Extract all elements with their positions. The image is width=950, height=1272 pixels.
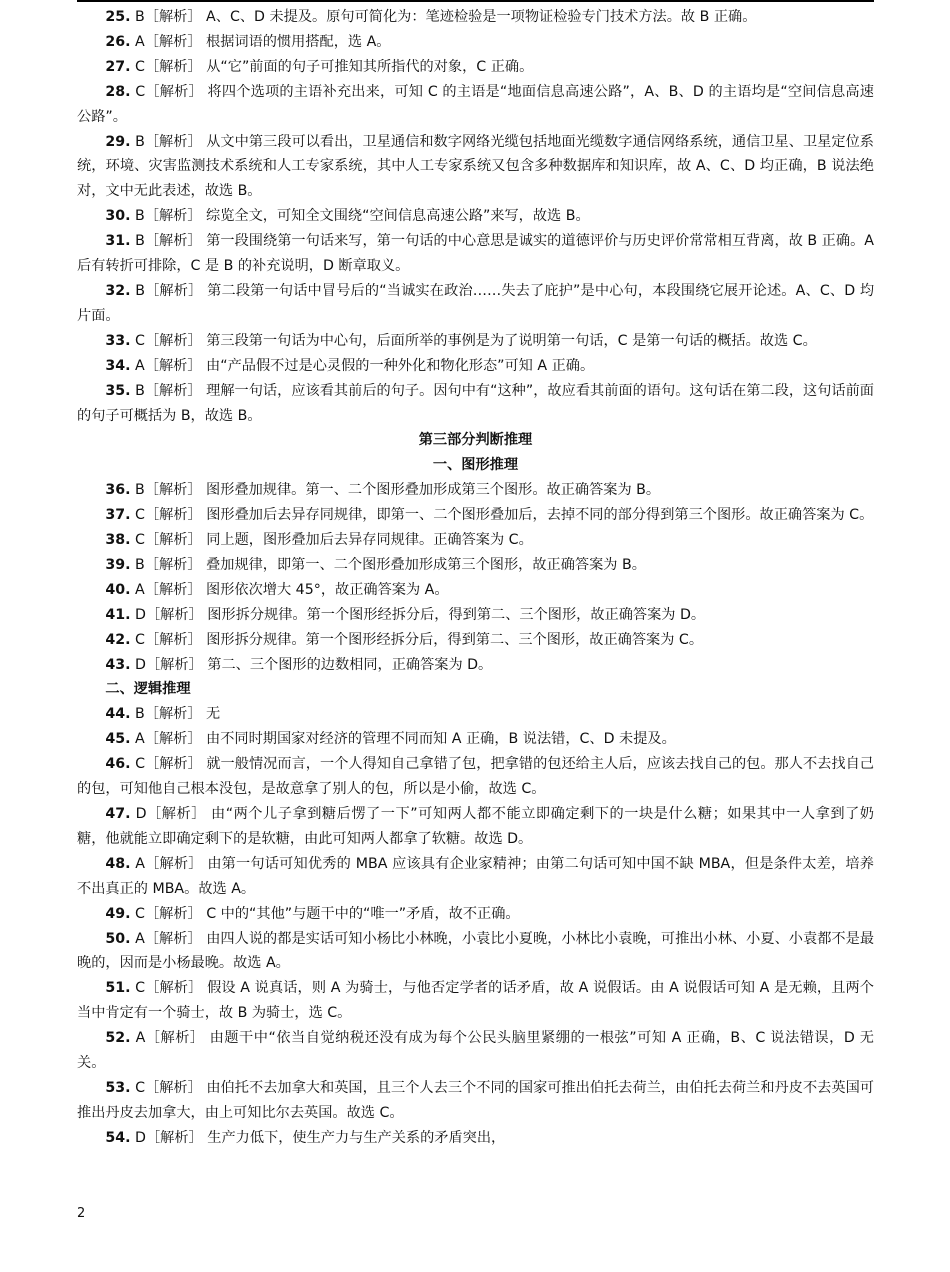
answer-explanation: 根据词语的惯用搭配，选 A。 (206, 33, 391, 50)
answer-number: 30. (105, 208, 131, 225)
answer-number: 32. (105, 282, 131, 299)
answer-number: 29. (105, 133, 131, 150)
answer-key: B［解析］ (135, 208, 202, 225)
answer-item (77, 1126, 874, 1151)
answer-number: 53. (105, 1079, 131, 1096)
answer-group-25-35 (77, 5, 874, 428)
answer-explanation: 同上题，图形叠加后去异存同规律。正确答案为 C。 (206, 532, 533, 549)
answer-explanation: 综览全文，可知全文围绕“空间信息高速公路”来写，故选 B。 (206, 208, 590, 225)
answer-explanation: 由“两个儿子拿到糖后愣了一下”可知两人都不能立即确定剩下的一块是什么糖；如果其中一人拿到了奶糖，他就能立即确定剩下的是软糖，由此可知两人都拿了软糖。故选 D。 (77, 806, 874, 847)
answer-explanation: 第三段第一句话为中心句，后面所举的事例是为了说明第一句话，C 是第一句话的概括。故选 C。 (206, 332, 817, 349)
answer-item (77, 354, 874, 379)
answer-item (77, 628, 874, 653)
answer-number: 49. (105, 905, 131, 922)
answer-key: D［解析］ (135, 1129, 203, 1146)
answer-item (77, 528, 874, 553)
answer-number: 47. (105, 806, 131, 822)
answer-key: C［解析］ (135, 631, 202, 648)
answer-number: 45. (105, 731, 131, 748)
header-rule (77, 0, 874, 2)
answer-item (77, 1026, 874, 1076)
answer-group-36-43 (77, 478, 874, 677)
answer-number: 48. (105, 855, 131, 872)
answer-number: 27. (105, 58, 131, 75)
answer-key: D［解析］ (135, 656, 203, 673)
answer-number: 31. (105, 233, 131, 250)
answer-explanation: 第二、三个图形的边数相同，正确答案为 D。 (207, 656, 493, 673)
answer-number: 33. (105, 332, 131, 349)
answer-item (77, 852, 874, 902)
answer-key: B［解析］ (135, 9, 202, 25)
answer-explanation: 假设 A 说真话，则 A 为骑士，与他否定学者的话矛盾，故 A 说假话。由 A 说假话可知 A 是无赖，且两个当中肯定有一个骑士，故 B 为骑士，选 C。 (77, 980, 874, 1022)
answer-number: 39. (105, 556, 131, 573)
answer-item (77, 80, 874, 130)
answer-item (77, 379, 874, 429)
answer-key: C［解析］ (135, 756, 202, 773)
answer-explanation: 理解一句话，应该看其前后的句子。因句中有“这种”，故应看其前面的语句。这句话在第二段，这句话前面的句子可概括为 B，故选 B。 (77, 382, 874, 424)
answer-key: D［解析］ (135, 606, 203, 623)
answer-explanation: 图形叠加后去异存同规律，即第一、二个图形叠加后，去掉不同的部分得到第三个图形。故正确答案为 C。 (206, 507, 874, 524)
answer-number: 51. (105, 980, 131, 997)
answer-explanation: 将四个选项的主语补充出来，可知 C 的主语是“地面信息高速公路”，A、B、D 的主语均是“空间信息高速公路”。 (77, 83, 874, 125)
answer-key: B［解析］ (135, 282, 203, 299)
answer-key: C［解析］ (135, 905, 202, 922)
answer-key: C［解析］ (135, 1079, 202, 1096)
answer-number: 28. (105, 83, 131, 100)
answer-number: 35. (105, 382, 131, 399)
answer-key: B［解析］ (135, 482, 202, 499)
answer-explanation: 第二段第一句话中冒号后的“当诚实在政治……失去了庇护”是中心句，本段围绕它展开论述。A、C、D 均片面。 (77, 282, 875, 324)
answer-key: B［解析］ (135, 556, 202, 573)
answer-key: B［解析］ (135, 233, 202, 250)
answer-explanation: 图形拆分规律。第一个图形经拆分后，得到第二、三个图形，故正确答案为 C。 (206, 631, 704, 648)
answer-key: C［解析］ (135, 980, 203, 997)
answer-item (77, 976, 874, 1026)
answer-item (77, 902, 874, 927)
part3-title: 第三部分判断推理 (418, 432, 533, 449)
answer-key: A［解析］ (135, 855, 203, 872)
answer-explanation: 由第一句话可知优秀的 MBA 应该具有企业家精神；由第二句话可知中国不缺 MBA，但是条件太差，培养不出真正的 MBA。故选 A。 (77, 855, 874, 897)
answer-item (77, 1076, 874, 1126)
answer-key: B［解析］ (135, 382, 202, 399)
answer-number: 40. (105, 581, 131, 598)
document-body (77, 5, 874, 1151)
answer-item (77, 229, 874, 279)
answer-number: 43. (105, 656, 131, 673)
answer-number: 46. (105, 756, 131, 773)
answer-explanation: 由伯托不去加拿大和英国，且三个人去三个不同的国家可推出伯托去荷兰，由伯托去荷兰和丹皮不去英国可推出丹皮去加拿大，由上可知比尔去英国。故选 C。 (77, 1079, 874, 1121)
answer-number: 36. (105, 482, 131, 499)
answer-explanation: 生产力低下，使生产力与生产关系的矛盾突出， (207, 1129, 506, 1146)
answer-key: D［解析］ (135, 806, 206, 822)
answer-explanation: 从文中第三段可以看出，卫星通信和数字网络光缆包括地面光缆数字通信网络系统，通信卫星、卫星定位系统，环境、灾害监测技术系统和人工专家系统，其中人工专家系统又包含多种数据库和知识库，故 A、C、D 均正确，B 说法绝对，文中无此表述，故选 B。 (77, 133, 874, 200)
answer-key: C［解析］ (135, 332, 202, 349)
answer-number: 34. (105, 357, 131, 374)
answer-item (77, 702, 874, 727)
answer-explanation: 第一段围绕第一句话来写，第一句话的中心意思是诚实的道德评价与历史评价常常相互背离，故 B 正确。A 后有转折可排除，C 是 B 的补充说明，D 断章取义。 (77, 233, 874, 275)
answer-key: C［解析］ (135, 532, 202, 549)
answer-item (77, 927, 874, 977)
answer-item (77, 802, 874, 852)
answer-item (77, 478, 874, 503)
answer-item (77, 603, 874, 628)
answer-explanation: 由“产品假不过是心灵假的一种外化和物化形态”可知 A 正确。 (206, 357, 595, 374)
answer-item (77, 30, 874, 55)
answer-explanation: 从“它”前面的句子可推知其所指代的对象，C 正确。 (206, 58, 534, 75)
answer-key: A［解析］ (135, 33, 202, 50)
answer-explanation: 图形依次增大 45°，故正确答案为 A。 (206, 581, 449, 598)
answer-key: A［解析］ (135, 930, 202, 947)
answer-item (77, 503, 874, 528)
answer-item (77, 578, 874, 603)
answer-item (77, 130, 874, 205)
answer-key: B［解析］ (135, 706, 202, 723)
answer-item (77, 553, 874, 578)
answer-number: 54. (105, 1129, 131, 1146)
answer-number: 26. (105, 33, 131, 50)
answer-key: C［解析］ (135, 58, 202, 75)
answer-item (77, 752, 874, 802)
answer-group-44-54 (77, 702, 874, 1150)
answer-item (77, 653, 874, 678)
answer-key: C［解析］ (135, 83, 203, 100)
answer-explanation: 由题干中“依当自觉纳税还没有成为每个公民头脑里紧绷的一根弦”可知 A 正确，B、C 说法错误，D 无关。 (77, 1030, 874, 1072)
answer-number: 25. (105, 9, 131, 25)
answer-number: 42. (105, 631, 131, 648)
answer-number: 50. (105, 930, 131, 947)
answer-item (77, 279, 874, 329)
answer-item (77, 5, 874, 30)
answer-number: 38. (105, 532, 131, 549)
answer-explanation: 无 (206, 706, 221, 723)
answer-item (77, 55, 874, 80)
section2-title: 二、逻辑推理 (105, 681, 191, 698)
answer-explanation: A、C、D 未提及。原句可简化为：笔迹检验是一项物证检验专门技术方法。故 B 正确。 (206, 9, 757, 25)
page-number: 2 (77, 1206, 86, 1221)
answer-explanation: 就一般情况而言，一个人得知自己拿错了包，把拿错的包还给主人后，应该去找自己的包。那人不去找自己的包，可知他自己根本没包，是故意拿了别人的包，所以是小偷，故选 C。 (77, 756, 874, 798)
answer-key: A［解析］ (135, 581, 202, 598)
answer-number: 41. (105, 606, 131, 623)
answer-explanation: 由四人说的都是实话可知小杨比小林晚，小袁比小夏晚，小林比小袁晚，可推出小林、小夏、小袁都不是最晚的，因而是小杨最晚。故选 A。 (77, 930, 875, 972)
answer-explanation: 图形叠加规律。第一、二个图形叠加形成第三个图形。故正确答案为 B。 (206, 482, 661, 499)
answer-explanation: C 中的“其他”与题干中的“唯一”矛盾，故不正确。 (206, 905, 520, 922)
answer-key: A［解析］ (135, 731, 202, 748)
answer-explanation: 叠加规律，即第一、二个图形叠加形成第三个图形，故正确答案为 B。 (206, 556, 646, 573)
section1-title: 一、图形推理 (432, 457, 519, 474)
answer-explanation: 图形拆分规律。第一个图形经拆分后，得到第二、三个图形，故正确答案为 D。 (207, 606, 706, 623)
answer-item (77, 329, 874, 354)
answer-explanation: 由不同时期国家对经济的管理不同而知 A 正确，B 说法错，C、D 未提及。 (206, 731, 676, 748)
answer-item (77, 727, 874, 752)
answer-key: A［解析］ (135, 357, 202, 374)
answer-key: C［解析］ (135, 507, 202, 524)
answer-number: 44. (105, 706, 131, 723)
answer-key: A［解析］ (135, 1030, 205, 1047)
answer-item (77, 204, 874, 229)
answer-number: 37. (105, 507, 131, 524)
answer-key: B［解析］ (135, 133, 202, 150)
answer-number: 52. (105, 1030, 131, 1047)
